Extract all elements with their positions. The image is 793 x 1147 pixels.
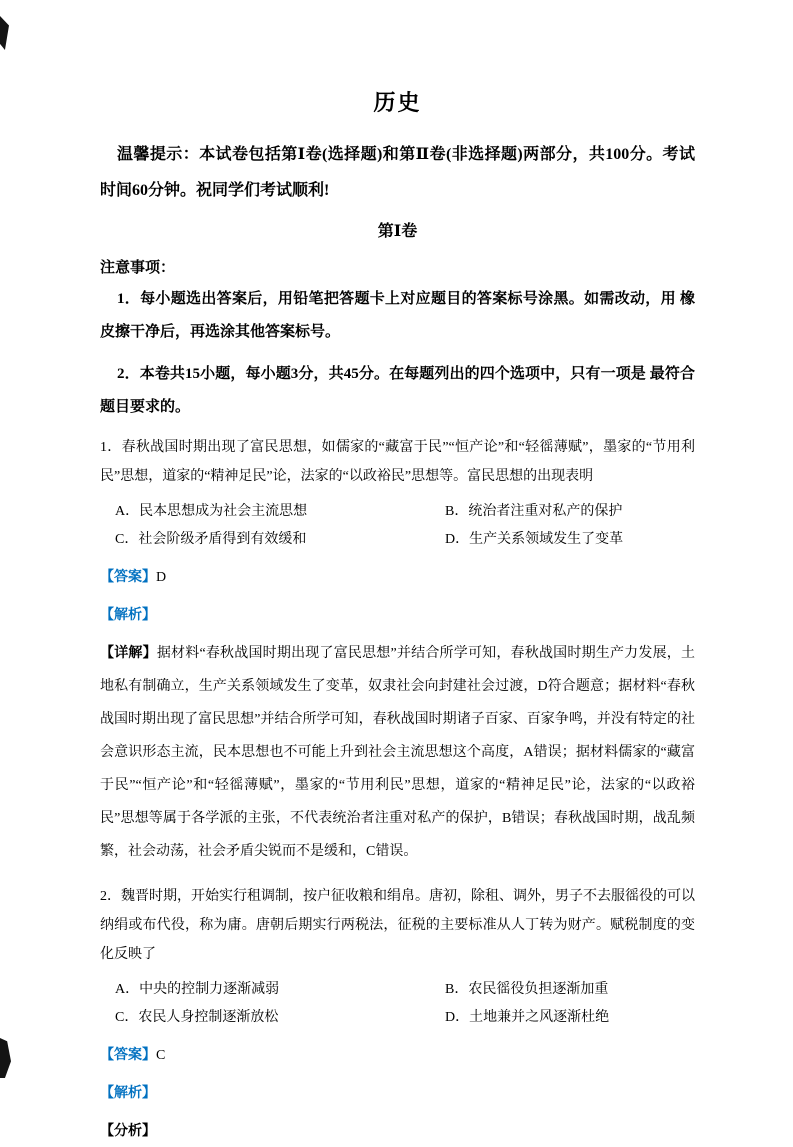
analysis-line xyxy=(100,1079,695,1109)
answer-value: C xyxy=(156,1048,166,1063)
detail-text: 据材料“春秋战国时期出现了富民思想”并结合所学可知，春秋战国时期生产力发展，土地私有制确立，生产关系领域发生了变革，奴隶社会向封建社会过渡，D符合题意；据材料“春秋战国时期出现了富民思想”并结合所学可知，春秋战国时期诸子百家、百家争鸣，并没有特定的社会意识形态主流，民本思想也不可能上升到社会主流思想这个高度，A错误；据材料儒家的“藏富于民”“恒产论”和“轻徭薄赋”，墨家的“节用利民”思想，道家的“精神足民”论，法家的“以政裕民”思想等属于各学派的主张，不代表统治者注重对私产的保护，B错误；春秋战国时期，战乱频繁，社会动荡，社会矛盾尖锐而不是缓和，C错误。 xyxy=(100,646,696,859)
question-stem: 2．魏晋时期，开始实行租调制，按户征收粮和绢帛。唐初，除租、调外，男子不去服徭役的可以纳绢或布代役，称为庸。唐朝后期实行两税法，征税的主要标准从人丁转为财产。赋税制度的变化反映了 xyxy=(100,889,695,962)
exam-notice: 温馨提示：本试卷包括第Ⅰ卷(选择题)和第Ⅱ卷(非选择题)两部分，共100分。考试时间60分钟。祝同学们考试顺利! xyxy=(100,146,695,199)
option-a: A．民本思想成为社会主流思想 xyxy=(115,504,308,519)
analysis-label: 【解析】 xyxy=(100,608,156,623)
option-b: B．统治者注重对私产的保护 xyxy=(445,504,623,519)
option-c: C．社会阶级矛盾得到有效缓和 xyxy=(115,532,307,547)
option-c: C．农民人身控制逐渐放松 xyxy=(115,1010,279,1025)
answer-line xyxy=(100,563,695,593)
option-d: D．土地兼并之风逐渐杜绝 xyxy=(445,1010,610,1025)
detail-paragraph xyxy=(100,637,695,868)
analysis-label: 【解析】 xyxy=(100,1086,156,1101)
options-grid xyxy=(100,498,695,553)
instruction-item-2: 2．本卷共15小题，每小题3分，共45分。在每题列出的四个选项中，只有一项是 最符合题目要求的。 xyxy=(100,366,695,415)
detail-label: 【详解】 xyxy=(100,646,157,661)
instructions-heading: 注意事项： xyxy=(100,260,176,276)
question-stem: 1．春秋战国时期出现了富民思想，如儒家的“藏富于民”“恒产论”和“轻徭薄赋”，墨家的“节用利民”思想，道家的“精神足民”论，法家的“以政裕民”思想等。富民思想的出现表明 xyxy=(100,440,695,484)
doc-title: 历史 xyxy=(373,90,422,115)
options-grid xyxy=(100,976,695,1031)
option-d: D．生产关系领域发生了变革 xyxy=(445,532,624,547)
question-1 xyxy=(100,433,695,868)
answer-label: 【答案】 xyxy=(100,570,156,585)
instruction-item-1: 1．每小题选出答案后，用铅笔把答题卡上对应题目的答案标号涂黑。如需改动，用 橡皮擦干净后，再选涂其他答案标号。 xyxy=(100,291,695,340)
summary-label: 【分析】 xyxy=(100,1124,156,1139)
option-a: A．中央的控制力逐渐减弱 xyxy=(115,982,280,997)
answer-value: D xyxy=(156,570,167,585)
section-title: 第Ⅰ卷 xyxy=(377,223,418,240)
answer-line xyxy=(100,1041,695,1071)
answer-label: 【答案】 xyxy=(100,1048,156,1063)
analysis-line xyxy=(100,601,695,631)
question-2 xyxy=(100,882,695,1147)
option-b: B．农民徭役负担逐渐加重 xyxy=(445,982,609,997)
